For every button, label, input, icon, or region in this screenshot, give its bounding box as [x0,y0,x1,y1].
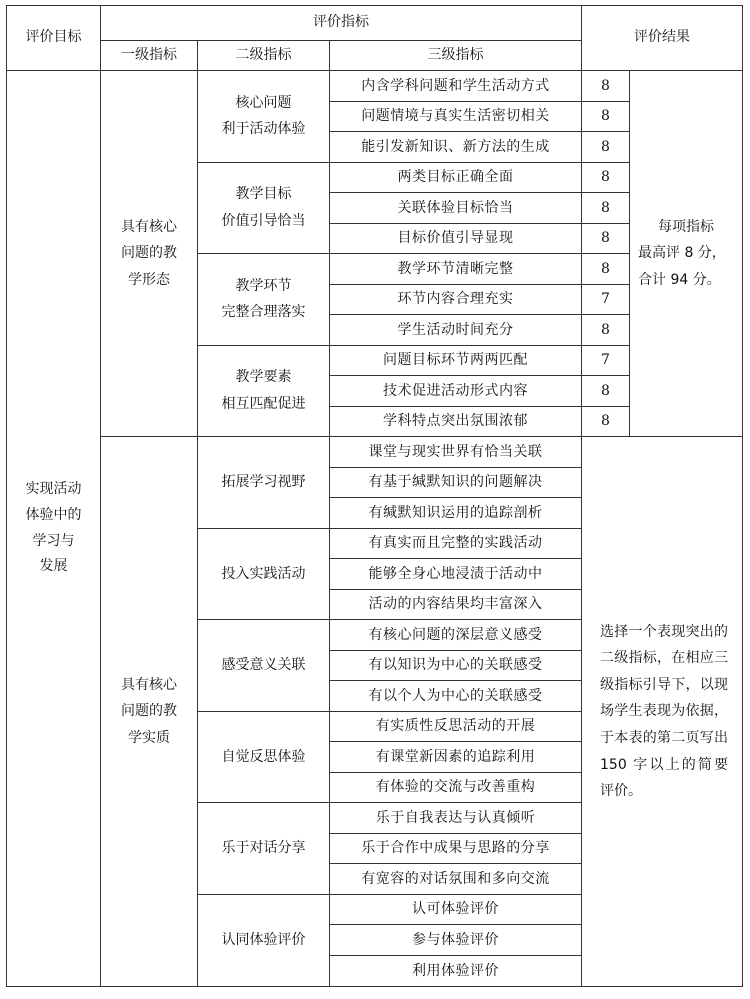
level2-cell: 拓展学习视野 [198,437,330,529]
score-cell: 8 [582,71,630,102]
level3-item: 有课堂新因素的追踪利用 [330,742,582,773]
level1-line: 问题的教 [121,703,177,720]
result-essence: 选择一个表现突出的二级指标，在相应三级指标引导下，以现场学生表现为依据，于本表的第二页写出 150 字以上的简要评价。 [582,437,743,987]
level3-item: 教学环节清晰完整 [330,254,582,285]
result-line: 每项指标 [658,218,714,235]
level3-item: 有以个人为中心的关联感受 [330,681,582,712]
level3-item: 学科特点突出氛围浓郁 [330,406,582,437]
level3-item: 目标价值引导显现 [330,223,582,254]
level2-line: 核心问题 [235,94,292,111]
level1-line: 问题的教 [121,245,177,262]
level2-cell [198,162,330,254]
level3-item: 有核心问题的深层意义感受 [330,620,582,651]
result-line: 最高评 8 分， [638,245,726,262]
level2-cell [198,254,330,346]
level1-line: 具有核心 [121,218,177,235]
level3-item: 环节内容合理充实 [330,284,582,315]
level2-cell: 认同体验评价 [198,894,330,986]
level3-item: 乐于合作中成果与思路的分享 [330,833,582,864]
level3-item: 两类目标正确全面 [330,162,582,193]
level1-essence [101,437,198,987]
level1-line: 学实质 [128,729,170,746]
level3-item: 有缄默知识运用的追踪剖析 [330,498,582,529]
level3-item: 能引发新知识、新方法的生成 [330,132,582,163]
result-form [630,71,743,437]
level2-cell: 乐于对话分享 [198,803,330,895]
level3-item: 乐于自我表达与认真倾听 [330,803,582,834]
level3-item: 学生活动时间充分 [330,315,582,346]
target-line: 学习与 [32,532,75,549]
score-cell: 7 [582,284,630,315]
level3-item: 有基于缄默知识的问题解决 [330,467,582,498]
level2-line: 完整合理落实 [221,304,306,321]
level1-line: 学形态 [128,271,170,288]
header-indicators: 评价指标 [101,6,582,41]
level2-line: 教学环节 [235,277,292,294]
header-level2: 二级指标 [198,41,330,71]
level3-item: 关联体验目标恰当 [330,193,582,224]
level2-line: 教学要素 [235,369,292,386]
level3-item: 问题目标环节两两匹配 [330,345,582,376]
evaluation-table [6,5,743,987]
level1-line: 具有核心 [121,676,177,693]
header-result: 评价结果 [582,6,743,71]
level3-item: 认可体验评价 [330,894,582,925]
score-cell: 8 [582,223,630,254]
target-line: 体验中的 [25,506,82,523]
header-level1: 一级指标 [101,41,198,71]
level3-item: 技术促进活动形式内容 [330,376,582,407]
score-cell: 8 [582,406,630,437]
target-line: 发展 [39,558,68,575]
score-cell: 8 [582,315,630,346]
level2-line: 相互匹配促进 [221,395,306,412]
level3-item: 内含学科问题和学生活动方式 [330,71,582,102]
score-cell: 8 [582,101,630,132]
score-cell: 8 [582,162,630,193]
header-target: 评价目标 [7,6,101,71]
level2-line: 价值引导恰当 [221,212,306,229]
level3-item: 有宽容的对话氛围和多向交流 [330,864,582,895]
level3-item: 参与体验评价 [330,925,582,956]
header-level3: 三级指标 [330,41,582,71]
target-line: 实现活动 [25,480,82,497]
level3-item: 活动的内容结果均丰富深入 [330,589,582,620]
score-cell: 7 [582,345,630,376]
level3-item: 课堂与现实世界有恰当关联 [330,437,582,468]
level2-line: 教学目标 [235,186,292,203]
result-line: 合计 94 分。 [638,271,721,288]
level3-item: 有以知识为中心的关联感受 [330,650,582,681]
level3-item: 有体验的交流与改善重构 [330,772,582,803]
level2-cell: 自觉反思体验 [198,711,330,803]
level2-line: 利于活动体验 [221,121,306,138]
level3-item: 有真实而且完整的实践活动 [330,528,582,559]
level2-cell: 投入实践活动 [198,528,330,620]
level3-item: 有实质性反思活动的开展 [330,711,582,742]
level2-cell [198,345,330,437]
level3-item: 能够全身心地浸渍于活动中 [330,559,582,590]
level2-cell [198,71,330,163]
score-cell: 8 [582,132,630,163]
evaluation-target [7,71,101,987]
score-cell: 8 [582,254,630,285]
level2-cell: 感受意义关联 [198,620,330,712]
level1-form [101,71,198,437]
score-cell: 8 [582,376,630,407]
score-cell: 8 [582,193,630,224]
level3-item: 问题情境与真实生活密切相关 [330,101,582,132]
level3-item: 利用体验评价 [330,956,582,987]
